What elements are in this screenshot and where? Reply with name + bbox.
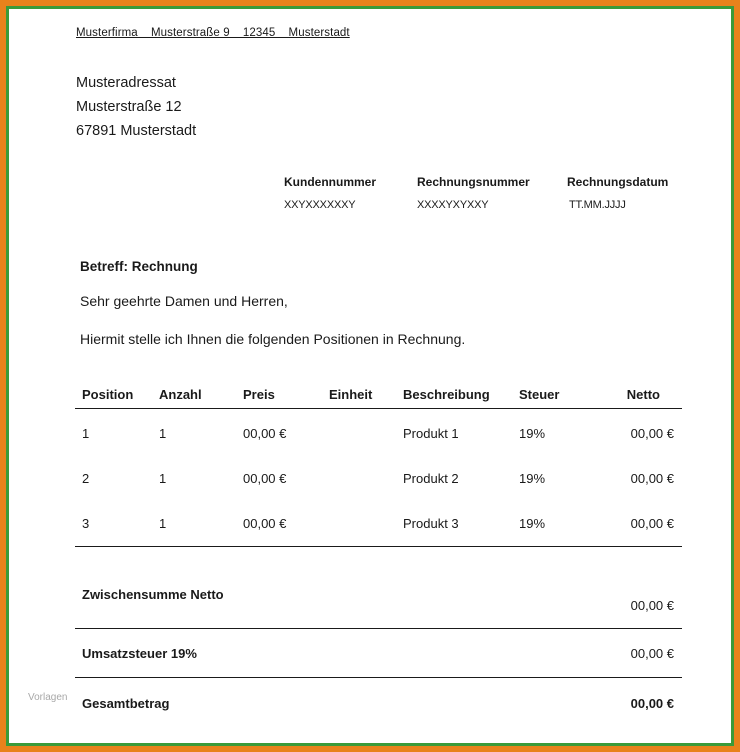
- header-rule: [75, 408, 682, 409]
- invoice-date-label: Rechnungsdatum: [567, 175, 669, 189]
- table-bottom-rule: [75, 546, 682, 547]
- subtotal-rule: [75, 628, 682, 629]
- col-header-net: Netto: [626, 387, 660, 402]
- customer-number-label: Kundennummer: [284, 175, 377, 189]
- row3-description: Produkt 3: [403, 516, 459, 531]
- row2-description: Produkt 2: [403, 471, 459, 486]
- subtotal-value: 00,00 €: [630, 598, 674, 613]
- watermark: Vorlagen: [28, 692, 68, 703]
- row3-tax: 19%: [519, 516, 546, 531]
- row1-position: 1: [82, 426, 90, 441]
- subject-line: Betreff: Rechnung: [80, 259, 198, 274]
- row1-net: 00,00 €: [630, 426, 674, 441]
- tax-value: 00,00 €: [630, 646, 674, 661]
- subtotal-label: Zwischensumme Netto: [82, 587, 224, 602]
- customer-number-value: XXYXXXXXXY: [284, 199, 356, 211]
- row1-tax: 19%: [519, 426, 546, 441]
- col-header-price: Preis: [243, 387, 275, 402]
- invoice-number-value: XXXXYXYXXY: [417, 199, 489, 211]
- total-value: 00,00 €: [630, 696, 674, 711]
- tax-rule: [75, 677, 682, 678]
- row3-net: 00,00 €: [630, 516, 674, 531]
- col-header-tax: Steuer: [519, 387, 560, 402]
- row2-position: 2: [82, 471, 90, 486]
- recipient-city: 67891 Musterstadt: [76, 123, 197, 139]
- col-header-quantity: Anzahl: [159, 387, 202, 402]
- intro-text: Hiermit stelle ich Ihnen die folgenden Positionen in Rechnung.: [80, 331, 466, 347]
- row2-net: 00,00 €: [630, 471, 674, 486]
- recipient-name: Musteradressat: [76, 75, 176, 91]
- row2-price: 00,00 €: [243, 471, 287, 486]
- tax-label: Umsatzsteuer 19%: [82, 646, 197, 661]
- row1-description: Produkt 1: [403, 426, 459, 441]
- invoice-number-label: Rechnungsnummer: [417, 175, 530, 189]
- invoice-date-value: TT.MM.JJJJ: [569, 199, 626, 211]
- row3-quantity: 1: [159, 516, 167, 531]
- row3-price: 00,00 €: [243, 516, 287, 531]
- row2-tax: 19%: [519, 471, 546, 486]
- row1-price: 00,00 €: [243, 426, 287, 441]
- row1-quantity: 1: [159, 426, 167, 441]
- col-header-position: Position: [82, 387, 134, 402]
- sender-line: Musterfirma Musterstraße 9 12345 Musterstadt: [76, 27, 350, 39]
- total-label: Gesamtbetrag: [82, 696, 170, 711]
- row3-position: 3: [82, 516, 90, 531]
- row2-quantity: 1: [159, 471, 167, 486]
- col-header-description: Beschreibung: [403, 387, 490, 402]
- greeting: Sehr geehrte Damen und Herren,: [80, 293, 288, 309]
- col-header-unit: Einheit: [329, 387, 373, 402]
- invoice-document: [9, 9, 731, 743]
- recipient-street: Musterstraße 12: [76, 99, 182, 115]
